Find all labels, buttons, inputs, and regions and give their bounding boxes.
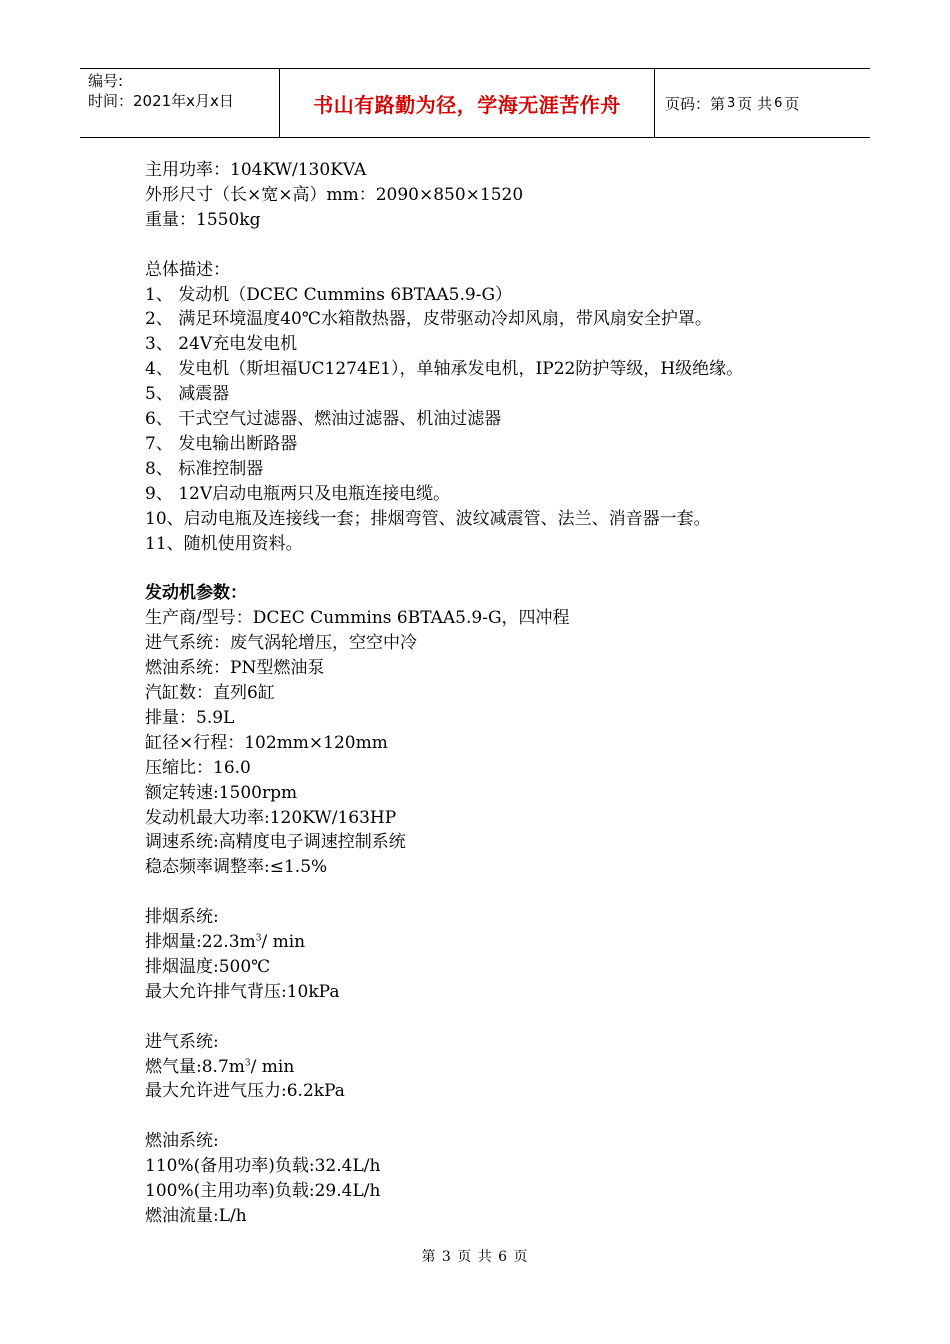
overview-item: 6、 干式空气过滤器、燃油过滤器、机油过滤器 [145, 409, 502, 430]
blank-line [145, 556, 845, 581]
exhaust-temp: 排烟温度:500℃ [145, 956, 271, 977]
spec-line: 重量：1550kg [145, 209, 261, 230]
engine-param: 额定转速:1500rpm [145, 782, 298, 803]
engine-param: 汽缸数：直列6缸 [145, 683, 275, 703]
number-label: 编号: [88, 72, 124, 90]
fuel-item: 110%(备用功率)负载:32.4L/h [145, 1156, 381, 1177]
engine-params-title: 发动机参数： [145, 583, 247, 604]
blank-line [145, 1005, 845, 1030]
overview-item: 2、 满足环境温度40℃水箱散热器，皮带驱动冷却风扇，带风扇安全护罩。 [145, 309, 712, 330]
overview-item: 1、 发动机（DCEC Cummins 6BTAA5.9-G） [145, 284, 513, 305]
spec-line: 主用功率：104KW/130KVA [145, 160, 367, 180]
overview-item: 3、 24V充电发电机 [145, 334, 298, 355]
header-page-number [655, 69, 870, 137]
exhaust-backpressure: 最大允许排气背压:10kPa [145, 981, 340, 1002]
fuel-item: 100%(主用功率)负载:29.4L/h [145, 1181, 381, 1202]
engine-param: 发动机最大功率:120KW/163HP [145, 807, 397, 828]
intake-flow-value: 燃气量:8.7m [145, 1056, 245, 1077]
engine-param: 燃油系统：PN型燃油泵 [145, 658, 325, 679]
page-header [80, 68, 870, 138]
time-label: 时间：2021年x月x日 [88, 92, 234, 110]
intake-flow-unit: / min [250, 1056, 295, 1077]
overview-item: 8、 标准控制器 [145, 458, 264, 479]
blank-line [145, 1104, 845, 1129]
exhaust-flow-exponent: 3 [255, 933, 262, 944]
overview-item: 10、启动电瓶及连接线一套；排烟弯管、波纹减震管、法兰、消音器一套。 [145, 508, 711, 529]
engine-param: 稳态频率调整率:≤1.5% [145, 857, 328, 878]
engine-param: 调速系统:高精度电子调速控制系统 [145, 832, 406, 853]
page-mid: 页 共 [737, 94, 773, 113]
page-prefix: 页码：第 [665, 94, 726, 113]
intake-flow-exponent: 3 [244, 1057, 251, 1068]
engine-param: 排量：5.9L [145, 707, 235, 728]
overview-item: 9、 12V启动电瓶两只及电瓶连接电缆。 [145, 483, 451, 504]
intake-title: 进气系统: [145, 1031, 219, 1052]
engine-param: 生产商/型号：DCEC Cummins 6BTAA5.9-G，四冲程 [145, 608, 570, 629]
page-total: 6 [774, 95, 783, 111]
engine-param: 缸径×行程：102mm×120mm [145, 732, 388, 753]
intake-flow [145, 1055, 845, 1080]
overview-item: 5、 减震器 [145, 384, 230, 405]
exhaust-flow-value: 排烟量:22.3m [145, 932, 256, 953]
page-footer: 第 3 页 共 6 页 [421, 1249, 529, 1265]
document-body [145, 158, 845, 1229]
exhaust-flow-unit: / min [261, 932, 306, 953]
fuel-title: 燃油系统: [145, 1131, 219, 1152]
header-meta [80, 69, 280, 137]
spec-line: 外形尺寸（长×宽×高）mm：2090×850×1520 [145, 184, 524, 205]
fuel-item: 燃油流量:L/h [145, 1205, 247, 1226]
overview-item: 11、随机使用资料。 [145, 533, 303, 554]
blank-line [145, 880, 845, 905]
overview-item: 7、 发电输出断路器 [145, 433, 298, 454]
blank-line [145, 233, 845, 258]
page-current: 3 [727, 95, 736, 111]
engine-param: 进气系统：废气涡轮增压，空空中冷 [145, 633, 417, 654]
page-suffix: 页 [784, 94, 800, 113]
exhaust-flow [145, 930, 845, 955]
intake-pressure: 最大允许进气压力:6.2kPa [145, 1081, 345, 1102]
overview-item: 4、 发电机（斯坦福UC1274E1），单轴承发电机，IP22防护等级，H级绝缘。 [145, 359, 744, 380]
header-motto: 书山有路勤为径，学海无涯苦作舟 [280, 69, 655, 137]
overview-title: 总体描述： [145, 259, 230, 280]
exhaust-title: 排烟系统: [145, 907, 219, 928]
engine-param: 压缩比：16.0 [145, 757, 251, 778]
